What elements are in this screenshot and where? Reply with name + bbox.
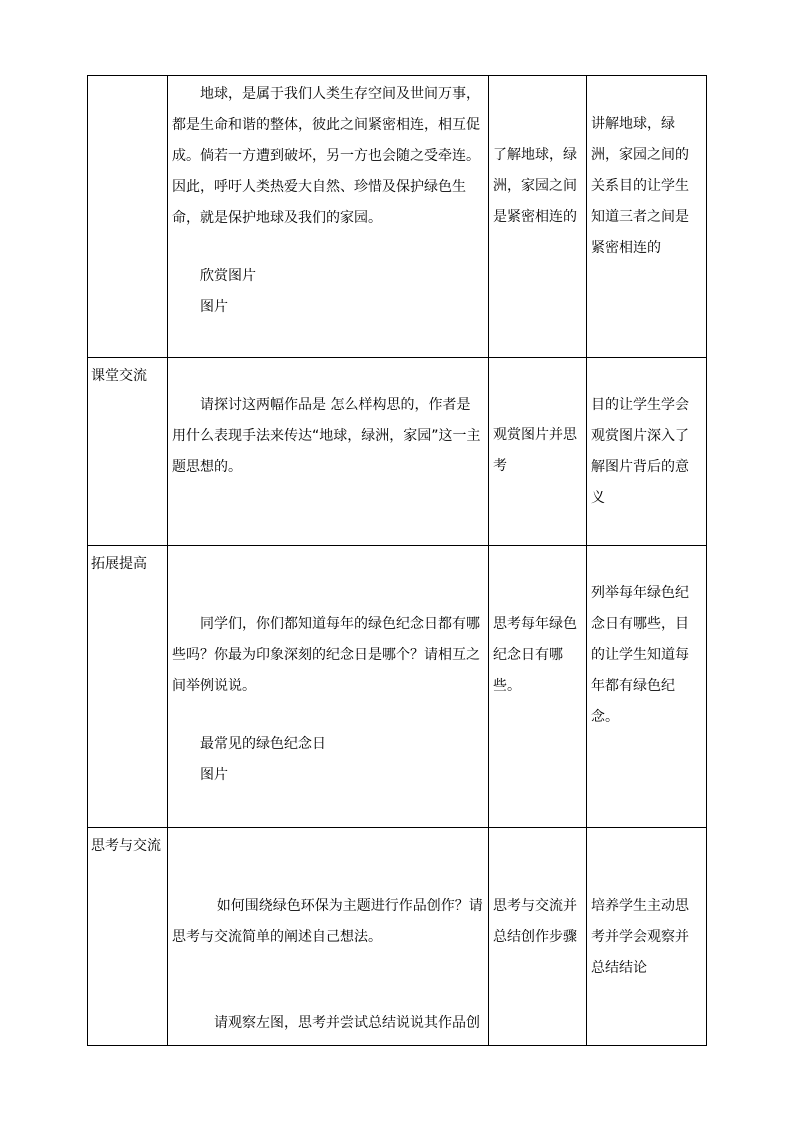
design-intent-cell <box>587 828 707 1046</box>
design-intent: 列举每年绿色纪念日有哪些，目的让学生知道每年都有绿色纪念。 <box>591 585 689 725</box>
lesson-plan-table <box>87 75 707 1046</box>
student-activity-cell <box>489 828 587 1046</box>
stage-cell <box>88 76 168 358</box>
content-line: 图片 <box>200 299 228 315</box>
table-row <box>88 546 707 828</box>
content-paragraph: 地球，是属于我们人类生存空间及世间万事，都是生命和谐的整体，彼此之间紧密相连，相互促成。倘若一方遭到破坏，另一方也会随之受牵连。 因此，呼吁人类热爱大自然、珍惜及保护绿色生命，就是保护地球及我们的家园。 <box>172 86 480 226</box>
stage-label: 拓展提高 <box>91 556 147 572</box>
content-cell <box>168 76 489 358</box>
student-activity-cell <box>489 358 587 546</box>
stage-label: 课堂交流 <box>91 368 147 384</box>
content-cell <box>168 828 489 1046</box>
content-cell <box>168 358 489 546</box>
design-intent-cell <box>587 546 707 828</box>
content-paragraph: 如何围绕绿色环保为主题进行作品创作？请思考与交流简单的阐述自己想法。 <box>172 898 483 945</box>
design-intent: 目的让学生学会观赏图片深入了解图片背后的意义 <box>591 397 689 506</box>
student-activity: 观赏图片并思考 <box>493 427 577 474</box>
content-cell <box>168 546 489 828</box>
stage-cell <box>88 358 168 546</box>
stage-cell <box>88 828 168 1046</box>
content-paragraph: 同学们，你们都知道每年的绿色纪念日都有哪些吗？你最为印象深刻的纪念日是哪个？请相互之间举例说说。 <box>172 616 480 694</box>
content-line: 欣赏图片 <box>200 268 256 284</box>
student-activity: 了解地球，绿洲，家园之间是紧密相连的 <box>493 147 577 225</box>
design-intent-cell <box>587 76 707 358</box>
design-intent: 培养学生主动思考并学会观察并总结结论 <box>591 898 689 976</box>
content-line: 最常见的绿色纪念日 <box>200 736 326 752</box>
content-line: 图片 <box>200 767 228 783</box>
stage-cell <box>88 546 168 828</box>
student-activity-cell <box>489 76 587 358</box>
table-row <box>88 76 707 358</box>
table-row <box>88 828 707 1046</box>
table-row <box>88 358 707 546</box>
student-activity-cell <box>489 546 587 828</box>
design-intent-cell <box>587 358 707 546</box>
student-activity: 思考与交流并总结创作步骤 <box>493 898 577 945</box>
content-paragraph: 请探讨这两幅作品是 怎么样构思的，作者是用什么表现手法来传达“地球，绿洲，家园”这一主题思想的。 <box>172 397 481 475</box>
student-activity: 思考每年绿色纪念日有哪些。 <box>493 616 577 694</box>
content-line: 请观察左图，思考并尝试总结说说其作品创 <box>214 1015 480 1031</box>
design-intent: 讲解地球，绿洲，家园之间的关系目的让学生知道三者之间是紧密相连的 <box>591 116 689 256</box>
stage-label: 思考与交流 <box>91 838 161 854</box>
